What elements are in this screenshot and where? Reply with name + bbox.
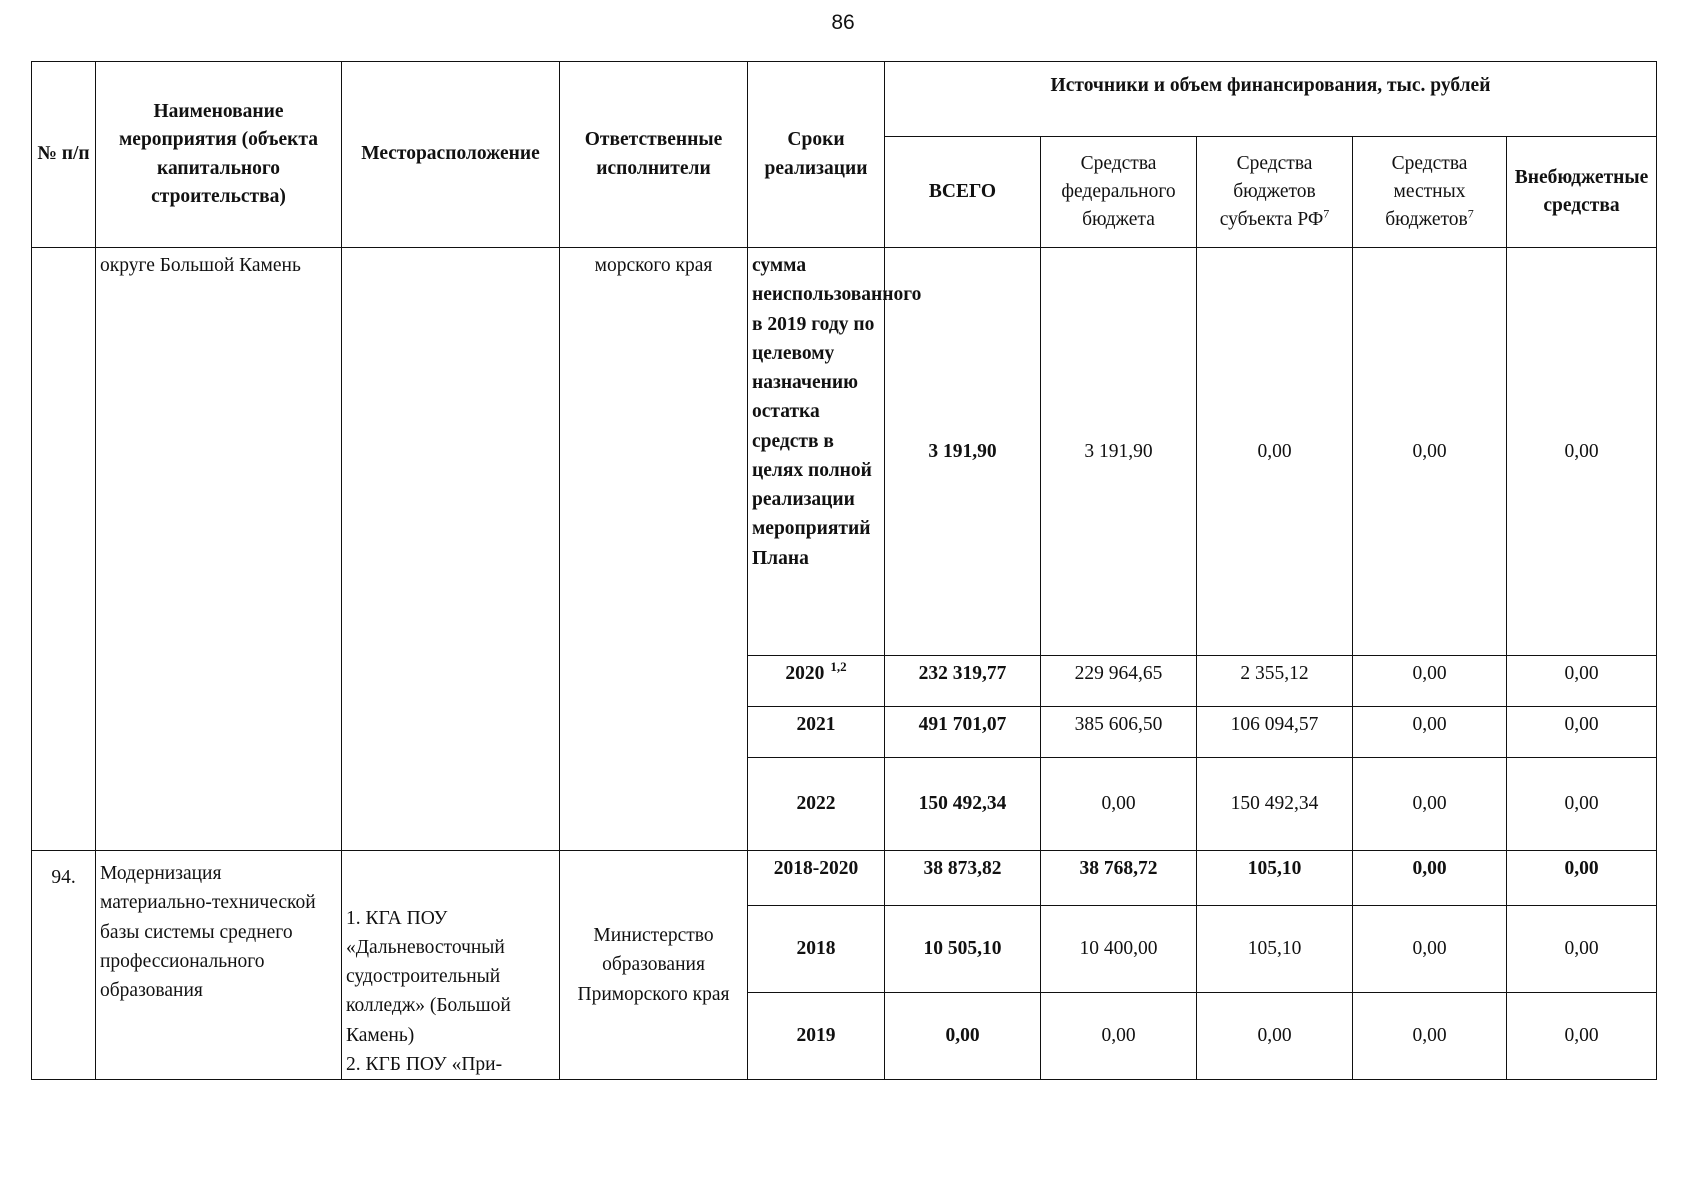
cell-regional: 0,00 — [1197, 248, 1353, 656]
cell-total: 3 191,90 — [885, 248, 1041, 656]
cell-name: округе Большой Камень — [96, 248, 342, 851]
cell-location — [342, 248, 560, 851]
cell-local: 0,00 — [1353, 758, 1507, 851]
cell-federal: 229 964,65 — [1041, 656, 1197, 707]
header-period: Сроки реализации — [748, 62, 885, 248]
cell-total: 150 492,34 — [885, 758, 1041, 851]
cell-local: 0,00 — [1353, 851, 1507, 906]
cell-local: 0,00 — [1353, 993, 1507, 1080]
cell-extra: 0,00 — [1507, 758, 1657, 851]
cell-regional: 0,00 — [1197, 993, 1353, 1080]
header-location: Месторасположение — [342, 62, 560, 248]
cell-federal: 385 606,50 — [1041, 707, 1197, 758]
cell-regional: 2 355,12 — [1197, 656, 1353, 707]
header-name: Наименование мероприятия (объекта капитального строительства) — [96, 62, 342, 248]
header-total: ВСЕГО — [885, 137, 1041, 248]
header-num: № п/п — [32, 62, 96, 248]
cell-local: 0,00 — [1353, 906, 1507, 993]
header-extra: Внебюджетные средства — [1507, 137, 1657, 248]
cell-federal: 38 768,72 — [1041, 851, 1197, 906]
cell-extra: 0,00 — [1507, 656, 1657, 707]
page-number: 86 — [831, 11, 855, 34]
cell-extra: 0,00 — [1507, 248, 1657, 656]
cell-total: 232 319,77 — [885, 656, 1041, 707]
header-executors: Ответственные исполнители — [560, 62, 748, 248]
cell-federal: 0,00 — [1041, 758, 1197, 851]
header-local: Средства местных бюджетов$^7$ — [1353, 137, 1507, 248]
cell-period: 2022 — [748, 758, 885, 851]
cell-regional: 150 492,34 — [1197, 758, 1353, 851]
cell-extra: 0,00 — [1507, 993, 1657, 1080]
cell-period: 2019 — [748, 993, 885, 1080]
cell-period: 2018-2020 — [748, 851, 885, 906]
cell-local: 0,00 — [1353, 248, 1507, 656]
header-funding: Источники и объем финансирования, тыс. рублей — [885, 62, 1657, 137]
cell-total: 38 873,82 — [885, 851, 1041, 906]
cell-name: Модернизация материально-технической базы системы среднего профессионального образования — [96, 851, 342, 1080]
cell-executors: морского края — [560, 248, 748, 851]
location-item-1: 1. КГА ПОУ «Дальневосточный судостроительный колледж» (Большой Камень) — [346, 907, 511, 1046]
cell-period: 2020 $^{1,2}$ — [748, 656, 885, 707]
cell-regional: 105,10 — [1197, 906, 1353, 993]
cell-period: 2021 — [748, 707, 885, 758]
cell-num: 94. — [32, 851, 96, 1080]
cell-location — [342, 851, 560, 1080]
table-row — [32, 851, 1657, 906]
cell-executors: Министерство образования Приморского края — [560, 851, 748, 1080]
cell-period: сумма неиспользованного в 2019 году по целевому назначению остатка средств в целях полной реализации мероприятий Плана — [748, 248, 885, 656]
location-item-2: 2. КГБ ПОУ «При- — [346, 1053, 503, 1075]
cell-total: 0,00 — [885, 993, 1041, 1080]
cell-regional: 106 094,57 — [1197, 707, 1353, 758]
cell-local: 0,00 — [1353, 656, 1507, 707]
financing-table — [31, 61, 1657, 1080]
cell-federal: 3 191,90 — [1041, 248, 1197, 656]
cell-extra: 0,00 — [1507, 707, 1657, 758]
table-row — [32, 248, 1657, 656]
header-federal: Средства федерального бюджета — [1041, 137, 1197, 248]
cell-num — [32, 248, 96, 851]
cell-total: 10 505,10 — [885, 906, 1041, 993]
header-regional: Средства бюджетов субъекта $РФ^7$ — [1197, 137, 1353, 248]
cell-extra: 0,00 — [1507, 851, 1657, 906]
cell-total: 491 701,07 — [885, 707, 1041, 758]
cell-regional: 105,10 — [1197, 851, 1353, 906]
cell-local: 0,00 — [1353, 707, 1507, 758]
cell-federal: 0,00 — [1041, 993, 1197, 1080]
cell-federal: 10 400,00 — [1041, 906, 1197, 993]
cell-extra: 0,00 — [1507, 906, 1657, 993]
cell-period: 2018 — [748, 906, 885, 993]
